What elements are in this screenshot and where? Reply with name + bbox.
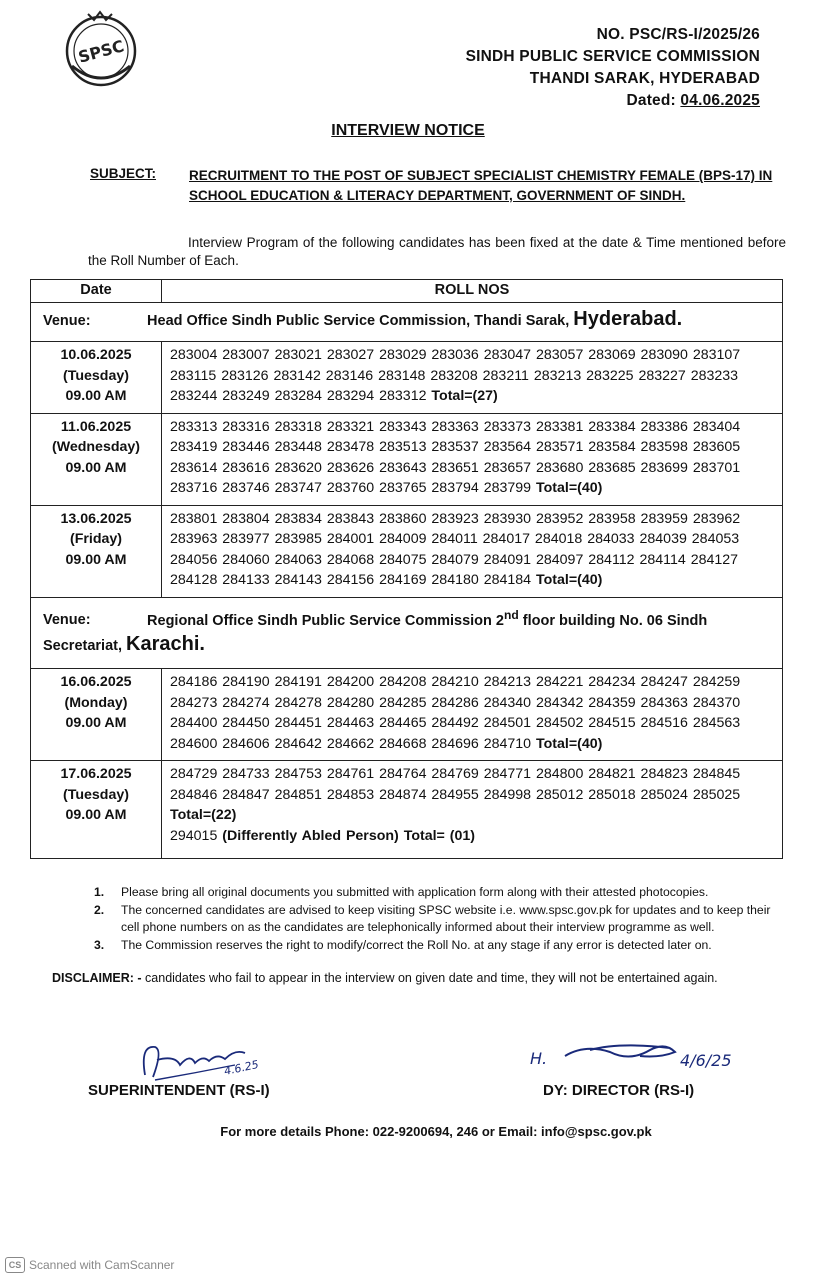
reference-number: NO. PSC/RS-I/2025/26 bbox=[596, 26, 760, 43]
camscanner-text: Scanned with CamScanner bbox=[29, 1258, 175, 1272]
roll-total: Total=(40) bbox=[536, 735, 603, 752]
roll-numbers: 283801 283804 283834 283843 283860 283923 283930 283952 283958 283959 283962 283963 283977 283985 284001 284009 284011 284017 284018 284033 284039 284053 284056 284060 284063 284068 284075 284079 284091 284097 284112 284114 284127 284128 284133 284143 284156 284169 284180 284184 bbox=[170, 510, 741, 588]
interview-time: 09.00 AM bbox=[65, 715, 127, 732]
interview-time: 09.00 AM bbox=[65, 807, 127, 824]
svg-text:SPSC: SPSC bbox=[76, 36, 127, 67]
note-text: Please bring all original documents you submitted with application form along with their attested photocopies. bbox=[121, 885, 709, 899]
roll-numbers: 283004 283007 283021 283027 283029 283036 283047 283057 283069 283090 283107 283115 283126 283142 283146 283148 283208 283211 283213 283225 283227 283233 283244 283249 283284 283294 283312 bbox=[170, 347, 741, 404]
venue-text: Regional Office Sindh Public Service Commission 2 bbox=[147, 612, 504, 629]
list-item bbox=[94, 884, 786, 902]
interview-schedule-table bbox=[30, 279, 783, 859]
spsc-logo bbox=[58, 6, 144, 92]
organization-name: SINDH PUBLIC SERVICE COMMISSION bbox=[465, 48, 760, 65]
table-row bbox=[31, 761, 783, 859]
list-item bbox=[94, 902, 786, 937]
venue-label: Venue: bbox=[43, 313, 91, 329]
interview-date: 10.06.2025 bbox=[60, 347, 132, 363]
note-number: 1. bbox=[94, 885, 105, 899]
dated-label: Dated: bbox=[626, 92, 681, 109]
subject-text: RECRUITMENT TO THE POST OF SUBJECT SPECIALIST CHEMISTRY FEMALE (BPS-17) IN SCHOOL EDUCATION & LITERACY DEPARTMENT, GOVERNMENT OF SINDH. bbox=[189, 168, 773, 203]
svg-text:4/6/25: 4/6/25 bbox=[680, 1051, 732, 1070]
roll-total: Total=(40) bbox=[536, 480, 603, 496]
interview-date: 13.06.2025 bbox=[60, 510, 132, 527]
director-signature bbox=[530, 1022, 760, 1082]
venue-superscript: nd bbox=[503, 607, 519, 622]
venue-text: Head Office Sindh Public Service Commission, Thandi Sarak, bbox=[147, 313, 574, 329]
venue-city: Karachi. bbox=[126, 633, 205, 656]
roll-numbers: 283313 283316 283318 283321 283343 283363 283373 283381 283384 283386 283404 283419 283446 283448 283478 283513 283537 283564 283571 283584 283598 283605 283614 283616 283620 283626 283643 283651 283657 283680 283685 283699 283701 283716 283746 283747 283760 283765 283794 283799 bbox=[170, 418, 741, 496]
interview-day: (Monday) bbox=[64, 694, 128, 711]
venue-row-karachi bbox=[31, 597, 783, 669]
dated-value: 04.06.2025 bbox=[680, 92, 760, 109]
interview-date: 16.06.2025 bbox=[60, 674, 132, 691]
interview-day: (Tuesday) bbox=[63, 786, 129, 803]
col-header-rolls: ROLL NOS bbox=[162, 280, 783, 303]
date-line bbox=[466, 90, 760, 112]
contact-line: For more details Phone: 022-9200694, 246 or Email: info@spsc.gov.pk bbox=[220, 1124, 652, 1139]
roll-total-special: (Differently Abled Person) Total= (01) bbox=[222, 827, 476, 844]
note-number: 3. bbox=[94, 937, 105, 952]
table-header-row bbox=[31, 280, 783, 303]
interview-time: 09.00 AM bbox=[65, 388, 127, 404]
interview-date: 17.06.2025 bbox=[60, 766, 132, 783]
intro-paragraph: Interview Program of the following candidates has been fixed at the date & Time mentioned before the Roll Number of Each. bbox=[88, 235, 786, 268]
interview-time: 09.00 AM bbox=[65, 459, 127, 476]
interview-day: (Tuesday) bbox=[63, 367, 129, 384]
deputy-director-title: DY: DIRECTOR (RS-I) bbox=[543, 1082, 695, 1099]
notes-list bbox=[94, 884, 786, 954]
roll-total: Total=(40) bbox=[536, 572, 603, 588]
svg-text:H.: H. bbox=[530, 1049, 548, 1068]
interview-day: (Friday) bbox=[69, 531, 123, 547]
organization-address: THANDI SARAK, HYDERABAD bbox=[529, 70, 760, 87]
roll-total: Total=(27) bbox=[431, 388, 498, 404]
note-number: 2. bbox=[94, 902, 105, 917]
list-item bbox=[94, 937, 786, 955]
interview-date: 11.06.2025 bbox=[60, 418, 132, 435]
table-row bbox=[31, 505, 783, 597]
roll-numbers: 284186 284190 284191 284200 284208 284210 284213 284221 284234 284247 284259 284273 284274 284278 284280 284285 284286 284340 284342 284359 284363 284370 284400 284450 284451 284463 284465 284492 284501 284502 284515 284516 284563 284600 284606 284642 284662 284668 284696 284710 bbox=[170, 674, 741, 752]
venue-label: Venue: bbox=[43, 612, 91, 629]
subject-label: SUBJECT: bbox=[90, 166, 157, 181]
camscanner-watermark bbox=[5, 1257, 174, 1273]
notice-title: INTERVIEW NOTICE bbox=[331, 122, 485, 139]
venue-row-hyderabad bbox=[31, 303, 783, 342]
roll-number-special: 294015 bbox=[170, 827, 223, 844]
venue-city: Hyderabad. bbox=[573, 308, 683, 330]
note-text: The concerned candidates are advised to keep visiting SPSC website i.e. www.spsc.gov.pk for updates and to keep their cell phone numbers on as the candidates are telephonically informed about their interview programme as well. bbox=[121, 902, 771, 934]
interview-time: 09.00 AM bbox=[65, 551, 127, 568]
roll-total: Total=(22) bbox=[170, 807, 237, 824]
note-text: The Commission reserves the right to modify/correct the Roll No. at any stage if any error is detected later on. bbox=[121, 937, 712, 952]
svg-text:4.6.25: 4.6.25 bbox=[222, 1057, 260, 1078]
disclaimer-label: DISCLAIMER: - bbox=[52, 971, 142, 985]
camscanner-icon: CS bbox=[5, 1257, 25, 1273]
disclaimer bbox=[52, 971, 792, 985]
table-row bbox=[31, 342, 783, 414]
table-row bbox=[31, 669, 783, 761]
roll-numbers: 284729 284733 284753 284761 284764 284769 284771 284800 284821 284823 284845 284846 284847 284851 284853 284874 284955 284998 285012 285018 285024 285025 bbox=[170, 766, 741, 803]
interview-day: (Wednesday) bbox=[51, 439, 141, 455]
disclaimer-text: candidates who fail to appear in the interview on given date and time, they will not be entertained again. bbox=[141, 971, 718, 985]
letter-header bbox=[466, 24, 760, 112]
table-row bbox=[31, 413, 783, 505]
superintendent-title: SUPERINTENDENT (RS-I) bbox=[88, 1082, 270, 1099]
venue-text-cont: floor building No. 06 Sindh Secretariat, bbox=[43, 612, 708, 655]
col-header-date: Date bbox=[31, 280, 162, 303]
